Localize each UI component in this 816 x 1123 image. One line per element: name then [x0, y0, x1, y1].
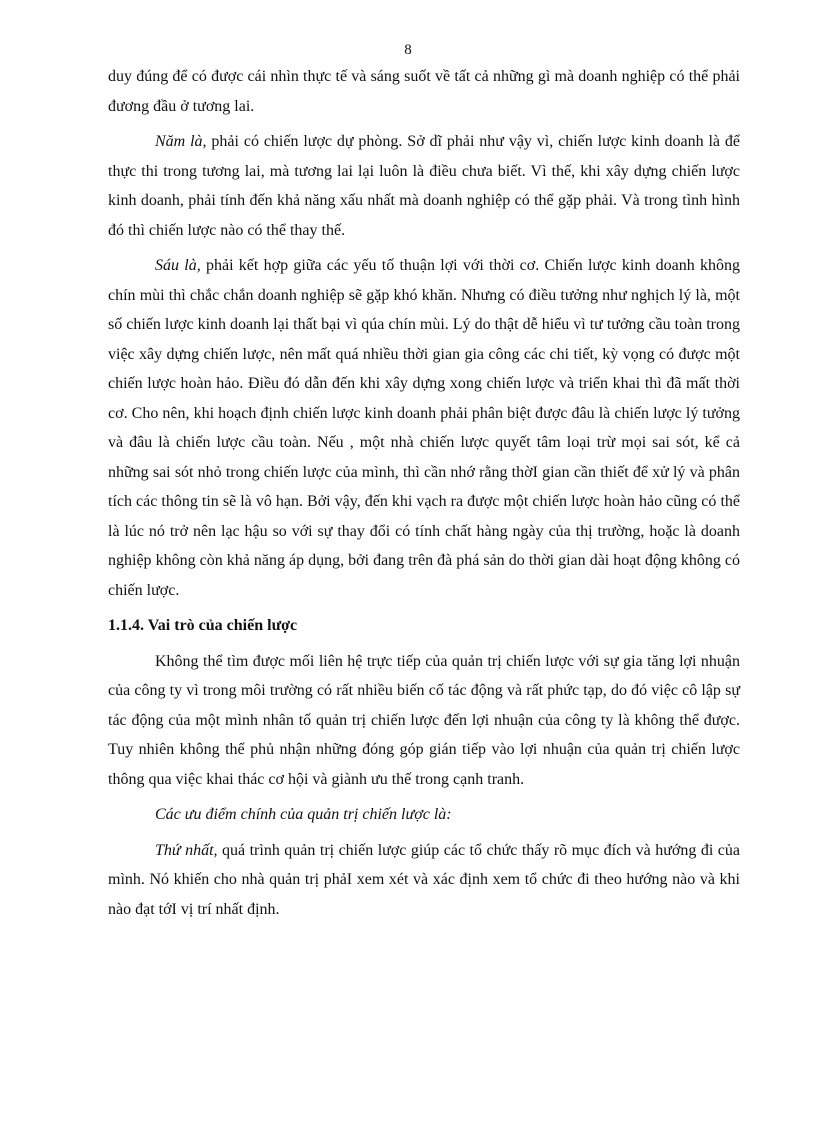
paragraph-uu-diem-intro: Các ưu điểm chính của quản trị chiến lược là: [155, 806, 452, 823]
paragraph-vai-tro: Không thể tìm được mối liên hệ trực tiếp của quản trị chiến lược với sự gia tăng lợi nhuận của công ty vì trong môi trường có rất nhiều biến cố tác động và rất phức tạp, do đó việc cô lập sự tác động của một mình nhân tố quản trị chiến lược đến lợi nhuận của công ty là không thể được. Tuy nhiên không thể phủ nhận những đóng góp gián tiếp vào lợi nhuận của quản trị chiến lược thông qua việc khai thác cơ hội và giành ưu thế trong cạnh tranh. [108, 652, 740, 788]
paragraph-lead: Sáu là, [155, 257, 201, 274]
paragraph-nam-la [108, 127, 740, 245]
paragraph-lead: Năm là, [155, 133, 207, 150]
body-text [108, 62, 740, 930]
paragraph-thu-nhat [108, 836, 740, 925]
paragraph-sau-la [108, 251, 740, 605]
paragraph-lead: Thứ nhất, [155, 841, 218, 859]
page-number: 8 [404, 42, 412, 58]
section-heading: 1.1.4. Vai trò của chiến lược [108, 617, 298, 634]
paragraph-text: phải kết hợp giữa các yếu tố thuận lợi với thời cơ. Chiến lược kinh doanh không chín mùi thì chắc chắn doanh nghiệp sẽ gặp khó khăn. Nhưng có điều tưởng như nghịch lý là, một số chiến lược kinh doanh lại thất bại vì qúa chín mùi. Lý do thật dễ hiểu vì tư tưởng cầu toàn trong việc xây dựng chiến lược, nên mất quá nhiều thời gian gia công các chi tiết, kỳ vọng có được một chiến lược hoàn hảo. Điều đó dẫn đến khi xây dựng xong chiến lược và triển khai thì đã mất thời cơ. Cho nên, khi hoạch định chiến lược kinh doanh phải phân biệt được đâu là chiến lược lý tưởng và đâu là chiến lược cầu toàn. Nếu , một nhà chiến lược quyết tâm loại trừ mọi sai sót, kể cả những sai sót nhỏ trong chiến lược của mình, thì cần nhớ rằng thờI gian cần thiết để xử lý và phân tích các thông tin sẽ là vô hạn. Bởi vậy, đến khi vạch ra được một chiến lược hoàn hảo cũng có thể là lúc nó trở nên lạc hậu so với sự thay đổi có tính chất hàng ngày của thị trường, hoặc là doanh nghiệp không còn khả năng áp dụng, bởi đang trên đà phá sản do thời gian dài hoạt động không có chiến lược. [108, 257, 740, 599]
paragraph-text: phải có chiến lược dự phòng. Sở dĩ phải như vậy vì, chiến lược kinh doanh là để thực thi trong tương lai, mà tương lai lại luôn là điều chưa biết. Vì thế, khi xây dựng chiến lược kinh doanh, phải tính đến khả năng xấu nhất mà doanh nghiệp có thể gặp phải. Và trong tình hình đó thì chiến lược nào có thể thay thế. [108, 133, 740, 239]
paragraph-continuation: duy đúng để có được cái nhìn thực tế và sáng suốt về tất cả những gì mà doanh nghiệp có thể phải đương đầu ở tương lai. [108, 68, 740, 115]
paragraph-text: quá trình quản trị chiến lược giúp các tổ chức thấy rõ mục đích và hướng đi của mình. Nó khiến cho nhà quản trị phảI xem xét và xác định xem tổ chức đi theo hướng nào và khi nào đạt tớI vị trí nhất định. [108, 841, 740, 918]
